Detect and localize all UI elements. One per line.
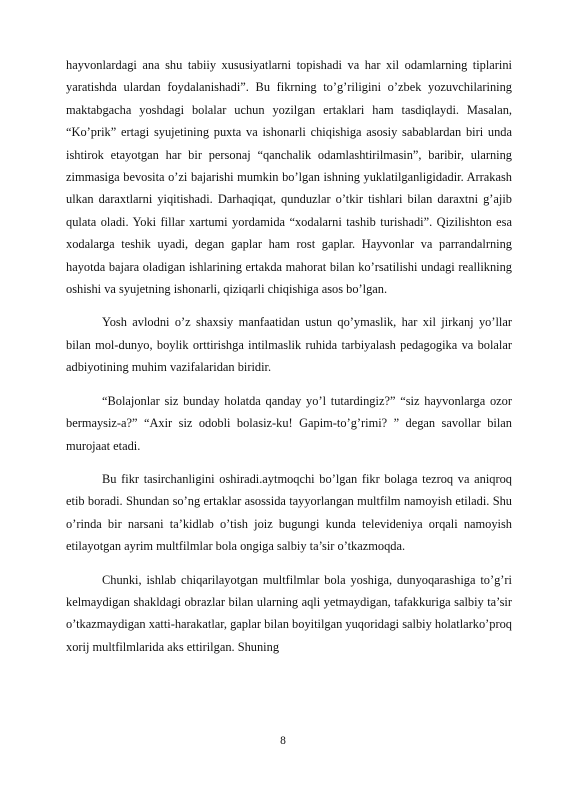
paragraph-5: Chunki, ishlab chiqarilayotgan multfilmlar bola yoshiga, dunyoqarashiga to’g’ri kelmaydigan shakldagi obrazlar bilan ularning aqli yetmaydigan, tafakkuriga salbiy ta’sir o’tkazmaydigan xatti-harakatlar, gaplar bilan boyitilgan yuqoridagi salbiy holatlarko’proq xorij multfilmlarida aks ettirilgan. Shuning bbox=[66, 572, 512, 654]
paragraph-3: “Bolajonlar siz bunday holatda qanday yo’l tutardingiz?” “siz hayvonlarga ozor bermaysiz-a?” “Axir siz odobli bolasiz-ku! Gapim-to’g’rimi? ” degan savollar bilan murojaat etadi. bbox=[66, 393, 512, 453]
paragraph-2: Yosh avlodni o’z shaxsiy manfaatidan ustun qo’ymaslik, har xil jirkanj yo’llar bilan mol-dunyo, boylik orttirishga intilmaslik ruhida tarbiyalash pedagogika va bolalar adbiyotining muhim vazifalaridan biridir. bbox=[66, 315, 512, 375]
paragraph-4: Bu fikr tasirchanligini oshiradi.aytmoqchi bo’lgan fikr bolaga tezroq va aniqroq etib boradi. Shundan so’ng ertaklar asossida tayyorlangan multfilm namoyish etiladi. Shu o’rinda bir narsani ta’kidlab o’tish joiz bugungi kunda televideniya orqali namoyish etilayotgan ayrim multfilmlar bola ongiga salbiy ta’sir o’tkazmoqda. bbox=[66, 471, 512, 554]
paragraph-1: hayvonlardagi ana shu tabiiy xususiyatlarni topishadi va har xil odamlarning tiplarini yaratishda ulardan foydalanishadi”. Bu fikrning to’g’riligini o’zbek yozuvchilarining maktabgacha yoshdagi bolalar uchun yozilgan ertaklari ham tasdiqlaydi. Masalan, “Ko’prik” ertagi syujetining puxta va ishonarli chiqishiga asosiy sabablardan biri unda ishtirok etayotgan har bir personaj “qanchalik odamlashtirilmasin”, baribir, ularning zimmasiga bevosita o’zi bajarishi mumkin bo’lgan ishning yuklatilganligidadir. Arrakash ulkan daraxtlarni yiqitishadi. Darhaqiqat, qunduzlar o’tkir tishlari bilan daraxtni g’ajib qulata oladi. Yoki fillar xartumi yordamida “xodalarni tashib turishadi”. Qizilishton esa xodalarga teshik uyadi, degan gaplar ham rost gaplar. Hayvonlar va parrandalrning hayotda bajara oladigan ishlarining ertakda mahorat bilan ko’rsatilishi undagi reallikning oshishi va syujetning ishonarli, qiziqarli chiqishiga asos bo’lgan. bbox=[66, 58, 512, 297]
page-body bbox=[66, 54, 512, 658]
page-number: 8 bbox=[280, 735, 286, 747]
